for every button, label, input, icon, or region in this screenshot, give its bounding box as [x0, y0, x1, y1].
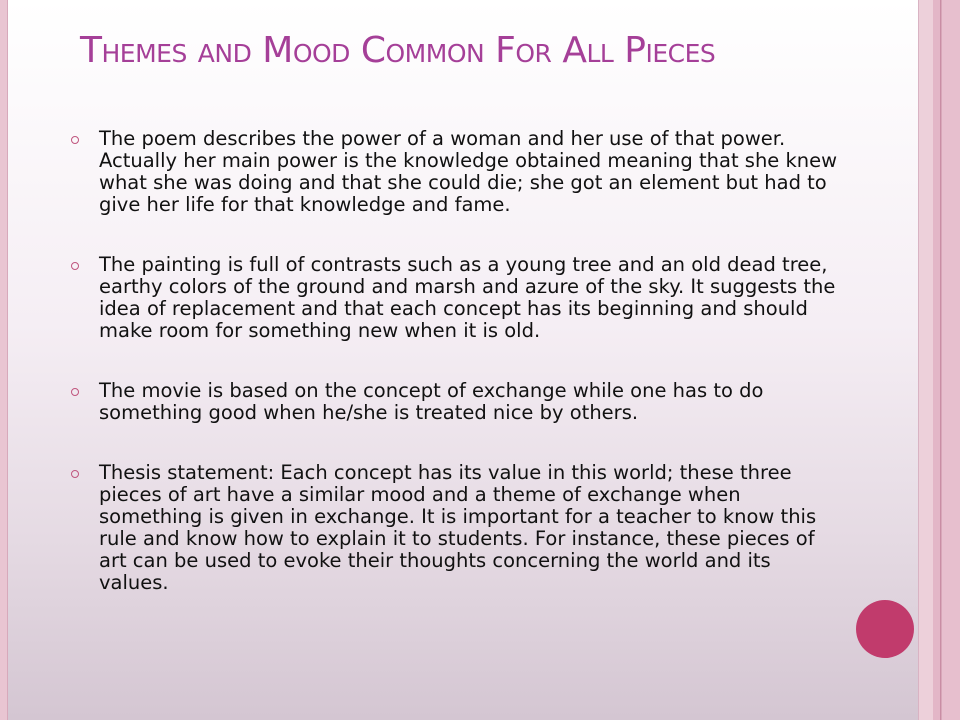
right-border-stripe — [941, 0, 960, 720]
bullet-item — [70, 128, 838, 216]
hollow-circle-bullet-icon — [71, 262, 79, 270]
bullet-text: The movie is based on the concept of exchange while one has to do something good when he/she is treated nice by others. — [99, 379, 764, 424]
bullet-text: Thesis statement: Each concept has its value in this world; these three pieces of art have a similar mood and a theme of exchange when something is given in exchange. It is important for a teacher to know this rule and know how to explain it to students. For instance, these pieces of art can be used to evoke their thoughts concerning the world and its values. — [99, 461, 817, 594]
right-border-stripe — [918, 0, 934, 720]
left-border-stripe — [0, 0, 8, 720]
hollow-circle-bullet-icon — [71, 470, 79, 478]
bullet-item — [70, 462, 838, 594]
right-border-stripe — [933, 0, 941, 720]
bullet-item — [70, 254, 838, 342]
decorative-circle — [856, 600, 914, 658]
hollow-circle-bullet-icon — [71, 388, 79, 396]
slide-title: Themes and Mood Common For All Pieces — [80, 30, 716, 71]
bullet-item — [70, 380, 838, 424]
bullet-text: The painting is full of contrasts such as a young tree and an old dead tree, earthy colors of the ground and marsh and azure of the sky. It suggests the idea of replacement and that each concept has its beginning and should make room for something new when it is old. — [99, 253, 836, 342]
hollow-circle-bullet-icon — [71, 136, 79, 144]
bullet-text: The poem describes the power of a woman and her use of that power. Actually her main power is the knowledge obtained meaning that she knew what she was doing and that she could die; she got an element but had to give her life for that knowledge and fame. — [99, 127, 838, 216]
bullet-list — [70, 128, 838, 594]
